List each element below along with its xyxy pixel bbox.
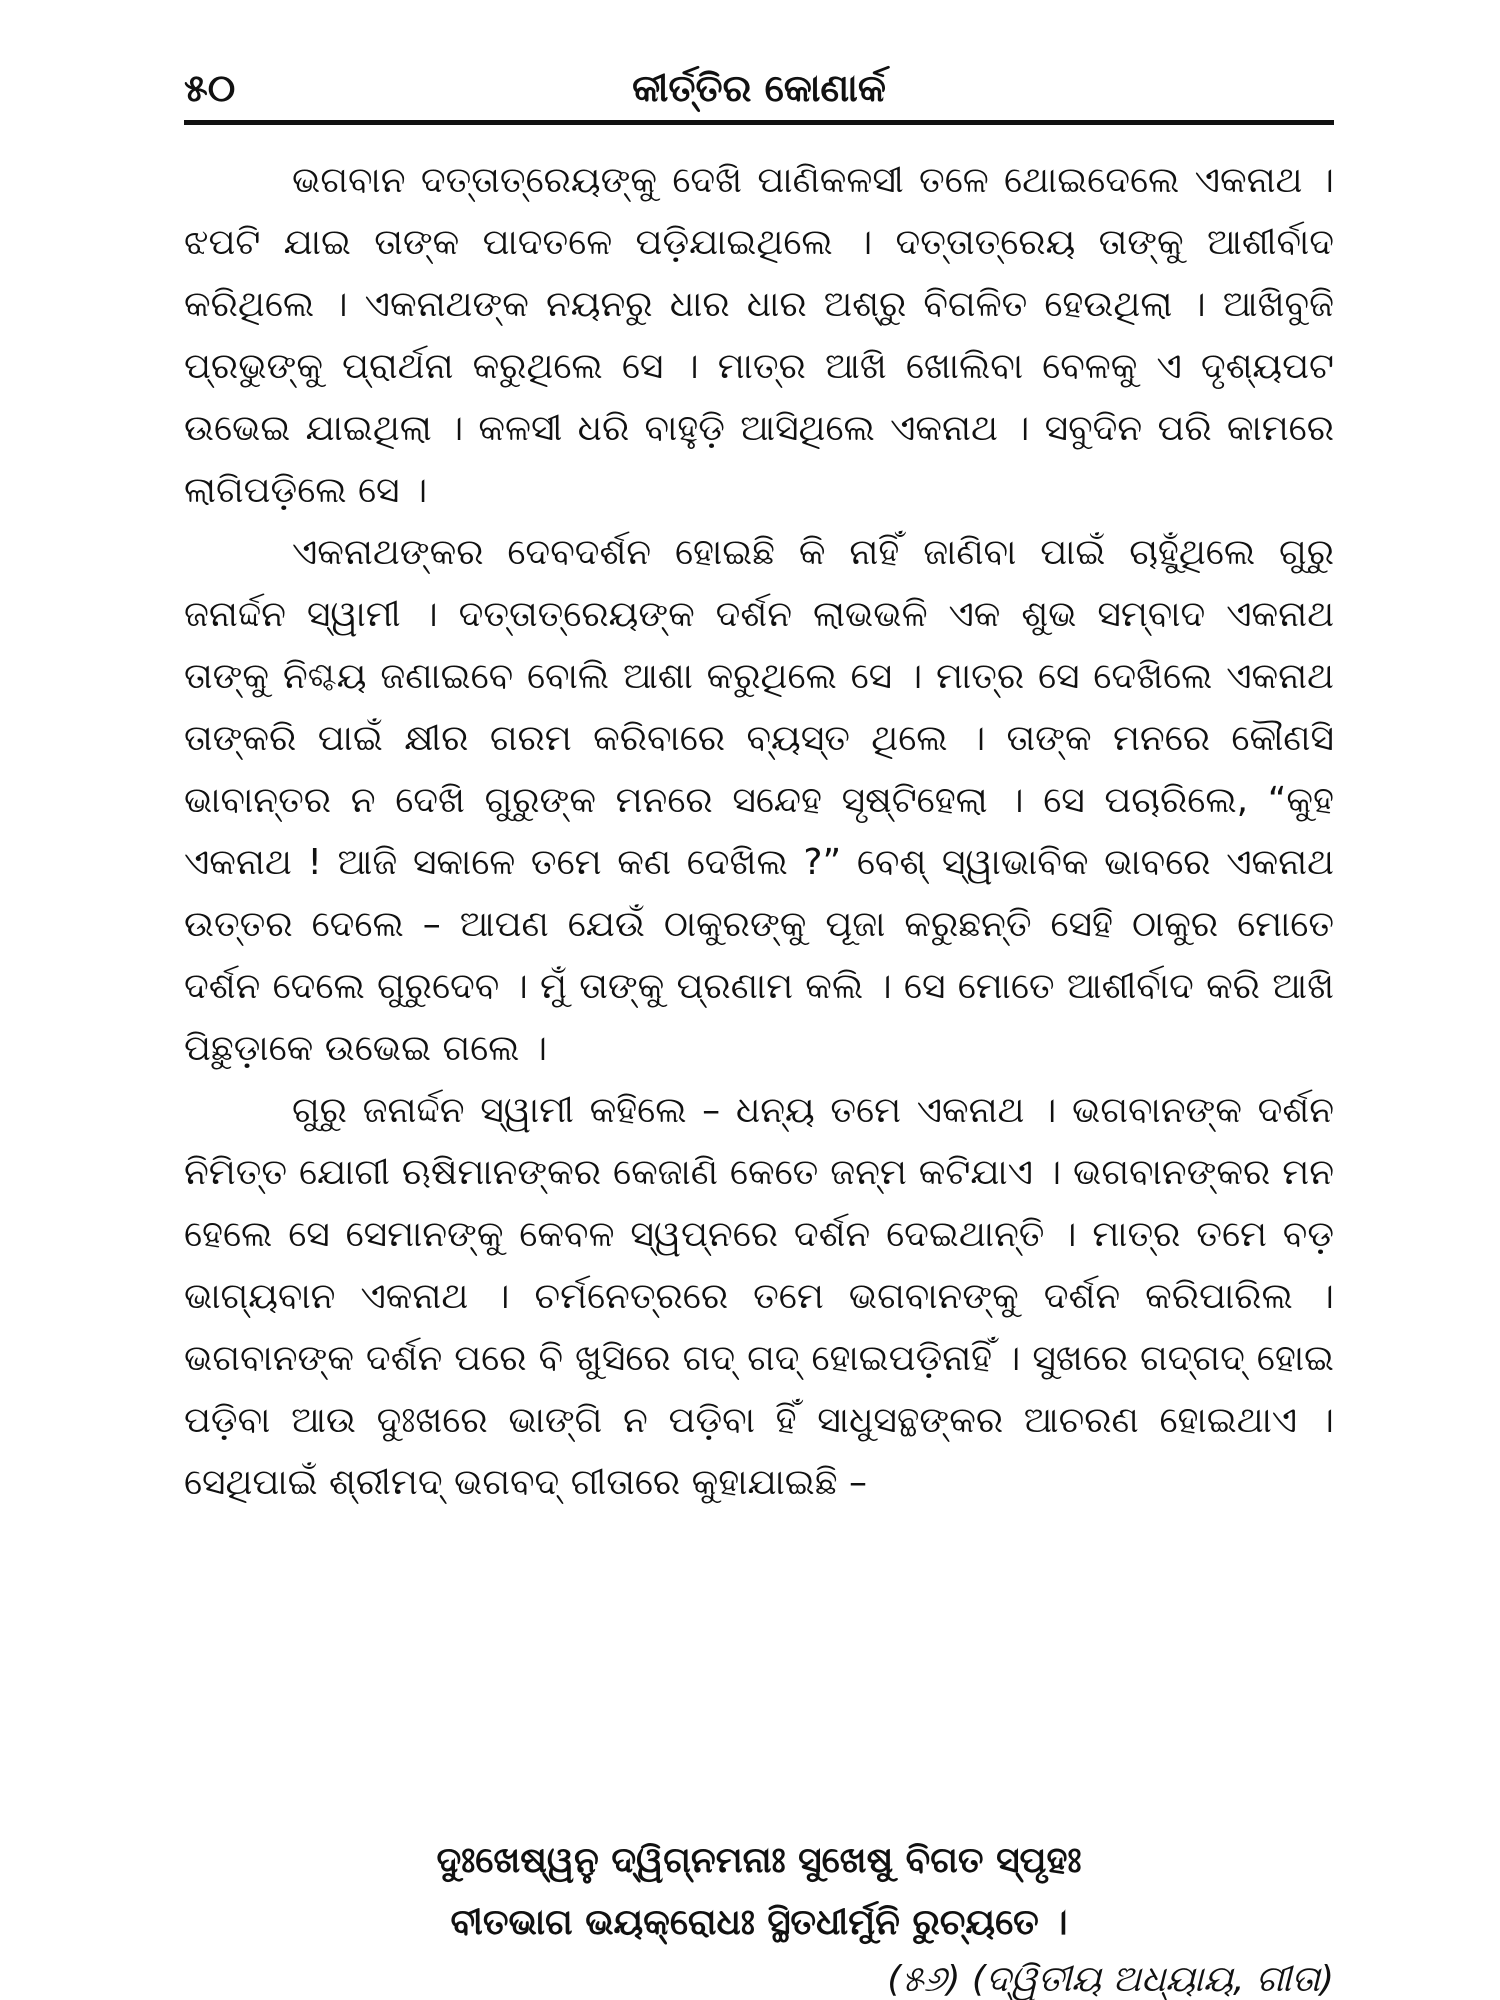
paragraph: ଗୁରୁ ଜନାର୍ଦ୍ଦନ ସ୍ୱାମୀ କହିଲେ – ଧନ୍ୟ ତମେ ଏକନାଥ । ଭଗବାନଙ୍କ ଦର୍ଶନ ନିମିତ୍ତ ଯୋଗୀ ଋଷିମାନଙ୍କର କେଜାଣି କେତେ ଜନ୍ମ କଟିଯାଏ । ଭଗବାନଙ୍କର ମନ ହେଲେ ସେ ସେମାନଙ୍କୁ କେବଳ ସ୍ୱପ୍ନରେ ଦର୍ଶନ ଦେଇଥାନ୍ତି । ମାତ୍ର ତମେ ବଡ଼ ଭାଗ୍ୟବାନ ଏକନାଥ । ଚର୍ମନେତ୍ରରେ ତମେ ଭଗବାନଙ୍କୁ ଦର୍ଶନ କରିପାରିଲ । ଭଗବାନଙ୍କ ଦର୍ଶନ ପରେ ବି ଖୁସିରେ ଗଦ୍ ଗଦ୍ ହୋଇପଡ଼ିନାହିଁ । ସୁଖରେ ଗଦ୍‌ଗଦ୍ ହୋଇ ପଡ଼ିବା ଆଉ ଦୁଃଖରେ ଭାଙ୍ଗି ନ ପଡ଼ିବା ହିଁ ସାଧୁସନ୍ଥଙ୍କର ଆଚରଣ ହୋଇଥାଏ । ସେଥିପାଇଁ ଶ୍ରୀମଦ୍ ଭଗବଦ୍ ଗୀତାରେ କୁହାଯାଇଛି – bbox=[184, 1090, 1334, 1503]
page-number: ୫୦ bbox=[184, 66, 236, 110]
verse-citation: (୫୬) (ଦ୍ୱିତୀୟ ଅଧ୍ୟାୟ, ଗୀତା) bbox=[887, 1959, 1334, 2000]
paragraph: ଏକନାଥଙ୍କର ଦେବଦର୍ଶନ ହୋଇଛି କି ନାହିଁ ଜାଣିବା ପାଇଁ ଚାହୁଁଥିଲେ ଗୁରୁ ଜନାର୍ଦ୍ଦନ ସ୍ୱାମୀ । ଦତ୍ତାତ୍ରେୟଙ୍କ ଦର୍ଶନ ଲାଭଭଳି ଏକ ଶୁଭ ସମ୍ବାଦ ଏକନାଥ ତାଙ୍କୁ ନିଶ୍ଚୟ ଜଣାଇବେ ବୋଲି ଆଶା କରୁଥିଲେ ସେ । ମାତ୍ର ସେ ଦେଖିଲେ ଏକନାଥ ତାଙ୍କରି ପାଇଁ କ୍ଷୀର ଗରମ କରିବାରେ ବ୍ୟସ୍ତ ଥିଲେ । ତାଙ୍କ ମନରେ କୌଣସି ଭାବାନ୍ତର ନ ଦେଖି ଗୁରୁଙ୍କ ମନରେ ସନ୍ଦେହ ସୃଷ୍ଟିହେଲା । ସେ ପଚାରିଲେ, “କୁହ ଏକନାଥ ! ଆଜି ସକାଳେ ତମେ କଣ ଦେଖିଲ ?” ବେଶ୍ ସ୍ୱାଭାବିକ ଭାବରେ ଏକନାଥ ଉତ୍ତର ଦେଲେ – ଆପଣ ଯେଉଁ ଠାକୁରଙ୍କୁ ପୂଜା କରୁଛନ୍ତି ସେହି ଠାକୁର ମୋତେ ଦର୍ଶନ ଦେଲେ ଗୁରୁଦେବ । ମୁଁ ତାଙ୍କୁ ପ୍ରଣାମ କଲି । ସେ ମୋତେ ଆଶୀର୍ବାଦ କରି ଆଖି ପିଛୁଡ଼ାକେ ଉଭେଇ ଗଲେ । bbox=[184, 532, 1334, 1069]
paragraph: ଭଗବାନ ଦତ୍ତାତ୍ରେୟଙ୍କୁ ଦେଖି ପାଣିକଳସୀ ତଳେ ଥୋଇଦେଲେ ଏକନାଥ । ଝପଟି ଯାଇ ତାଙ୍କ ପାଦତଳେ ପଡ଼ିଯାଇଥିଲେ । ଦତ୍ତାତ୍ରେୟ ତାଙ୍କୁ ଆଶୀର୍ବାଦ କରିଥିଲେ । ଏକନାଥଙ୍କ ନୟନରୁ ଧାର ଧାର ଅଶ୍ରୁ ବିଗଳିତ ହେଉଥିଲା । ଆଖିବୁଜି ପ୍ରଭୁଙ୍କୁ ପ୍ରାର୍ଥନା କରୁଥିଲେ ସେ । ମାତ୍ର ଆଖି ଖୋଲିବା ବେଳକୁ ଏ ଦୃଶ୍ୟପଟ ଉଭେଇ ଯାଇଥିଲା । କଳସୀ ଧରି ବାହୁଡ଼ି ଆସିଥିଲେ ଏକନାଥ । ସବୁଦିନ ପରି କାମରେ ଲାଗିପଡ଼ିଲେ ସେ । bbox=[184, 160, 1334, 511]
body-text bbox=[184, 150, 1334, 1514]
verse-line: ବୀତଭାଗ ଭୟକ୍ରୋଧଃ ସ୍ଥିତଧୀର୍ମୁନି ରୁଚ୍ୟତେ । bbox=[450, 1902, 1068, 1943]
verse-line: ଦୁଃଖେଷ୍ୱନୁ ଦ୍ୱିଗ୍ନମନାଃ ସୁଖେଷୁ ବିଗତ ସ୍ପୃହଃ bbox=[436, 1840, 1082, 1881]
header-rule bbox=[184, 120, 1334, 125]
page-header bbox=[184, 56, 1334, 120]
verse-block bbox=[184, 1830, 1334, 1954]
running-title: କୀର୍ତ୍ତିର କୋଣାର୍କ bbox=[632, 66, 886, 110]
